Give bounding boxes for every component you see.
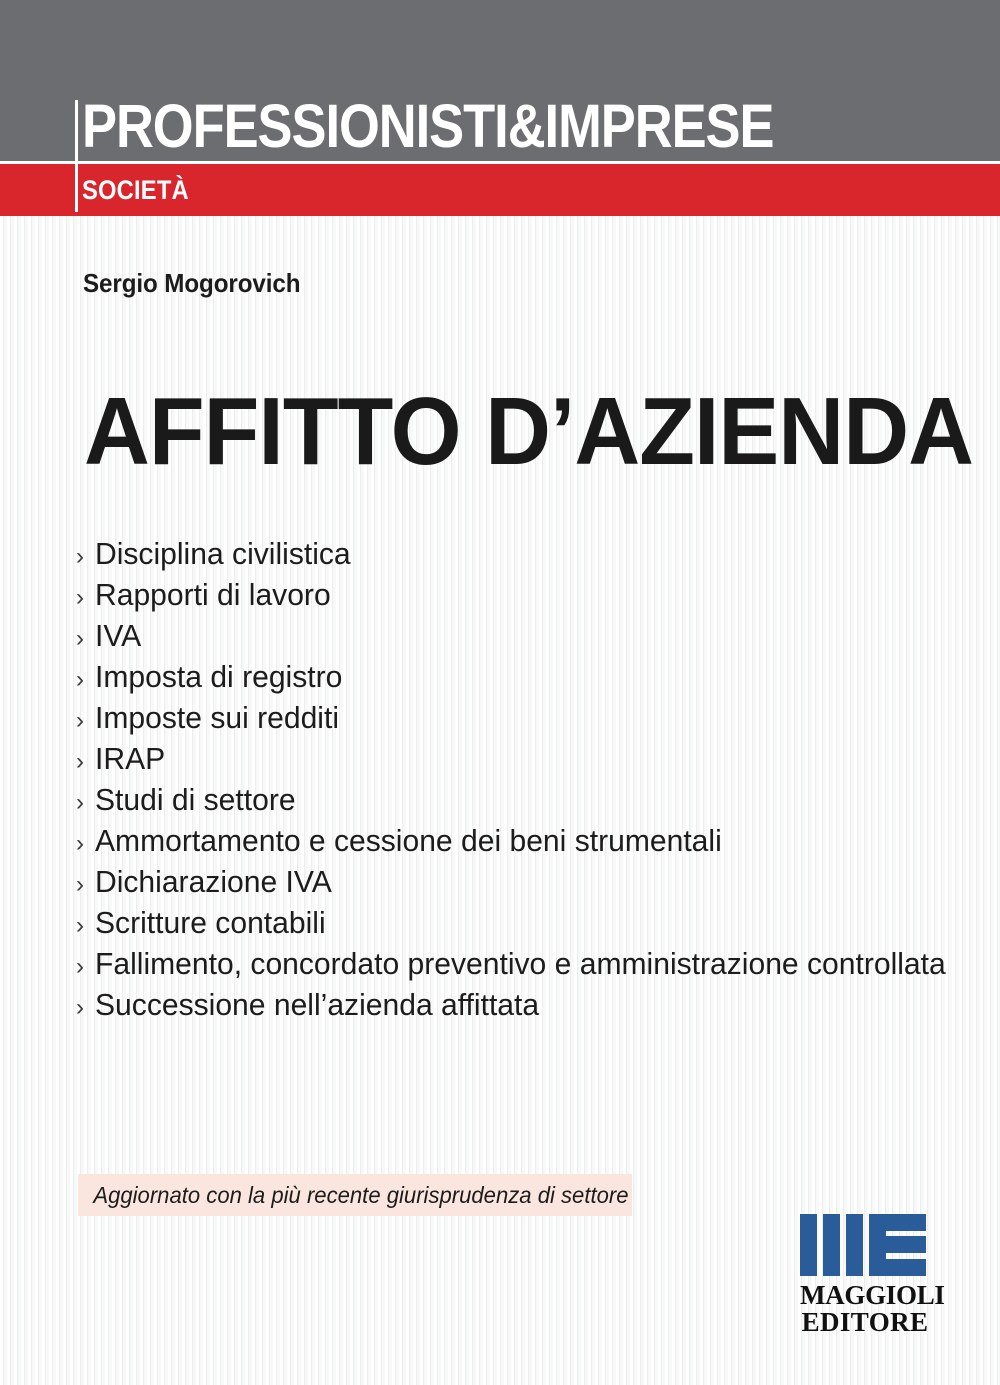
topics-list [76,533,956,1025]
chevron-right-icon: › [76,871,84,898]
logo-horizontal-bar-2 [869,1236,926,1253]
list-item-label: Imposte sui redditi [95,700,340,735]
chevron-right-icon: › [76,625,84,652]
list-item-label: IRAP [95,741,166,776]
logo-horizontal-bar-1 [869,1214,926,1231]
list-item [76,820,956,861]
list-item [76,533,956,574]
chevron-right-icon: › [76,707,84,734]
list-item-label: Scritture contabili [95,905,326,940]
list-item [76,902,956,943]
list-item [76,697,956,738]
chevron-right-icon: › [76,543,84,570]
list-item [76,574,956,615]
series-subtitle: SOCIETÀ [82,175,189,205]
list-item-label: Rapporti di lavoro [95,577,331,612]
logo-vertical-bar-1 [800,1214,817,1276]
list-item-label: Successione nell’azienda affittata [95,987,540,1022]
chevron-right-icon: › [76,584,84,611]
list-item-label: IVA [95,618,142,653]
chevron-right-icon: › [76,994,84,1021]
logo-vertical-bar-2 [823,1214,840,1276]
tagline-banner [78,1174,632,1216]
list-item-label: Studi di settore [95,782,296,817]
list-item [76,984,956,1025]
list-item [76,943,956,984]
list-item-label: Imposta di registro [95,659,343,694]
chevron-right-icon: › [76,953,84,980]
chevron-right-icon: › [76,912,84,939]
list-item-label: Dichiarazione IVA [95,864,332,899]
header-vertical-divider [75,100,78,212]
list-item [76,738,956,779]
publisher-name-line1: MAGGIOLI [800,1280,945,1310]
publisher-name-line2: EDITORE [801,1307,929,1337]
publisher-name [800,1280,945,1337]
list-item [76,615,956,656]
maggioli-me-monogram-icon [800,1214,926,1276]
chevron-right-icon: › [76,748,84,775]
list-item-label: Ammortamento e cessione dei beni strumentali [95,823,722,858]
chevron-right-icon: › [76,666,84,693]
logo-horizontal-bar-3 [869,1259,926,1276]
logo-vertical-bar-3 [846,1214,863,1276]
chevron-right-icon: › [76,830,84,857]
list-item [76,779,956,820]
list-item [76,861,956,902]
series-title: PROFESSIONISTI&IMPRESE [82,92,774,160]
author-name: Sergio Mogorovich [83,268,301,298]
publisher-logo [800,1214,945,1337]
chevron-right-icon: › [76,789,84,816]
list-item [76,656,956,697]
tagline-text: Aggiornato con la più recente giurisprudenza di settore [93,1182,629,1208]
list-item-label: Fallimento, concordato preventivo e amministrazione controllata [95,946,946,981]
list-item-label: Disciplina civilistica [95,536,351,571]
book-title: AFFITTO D’AZIENDA [84,378,974,485]
